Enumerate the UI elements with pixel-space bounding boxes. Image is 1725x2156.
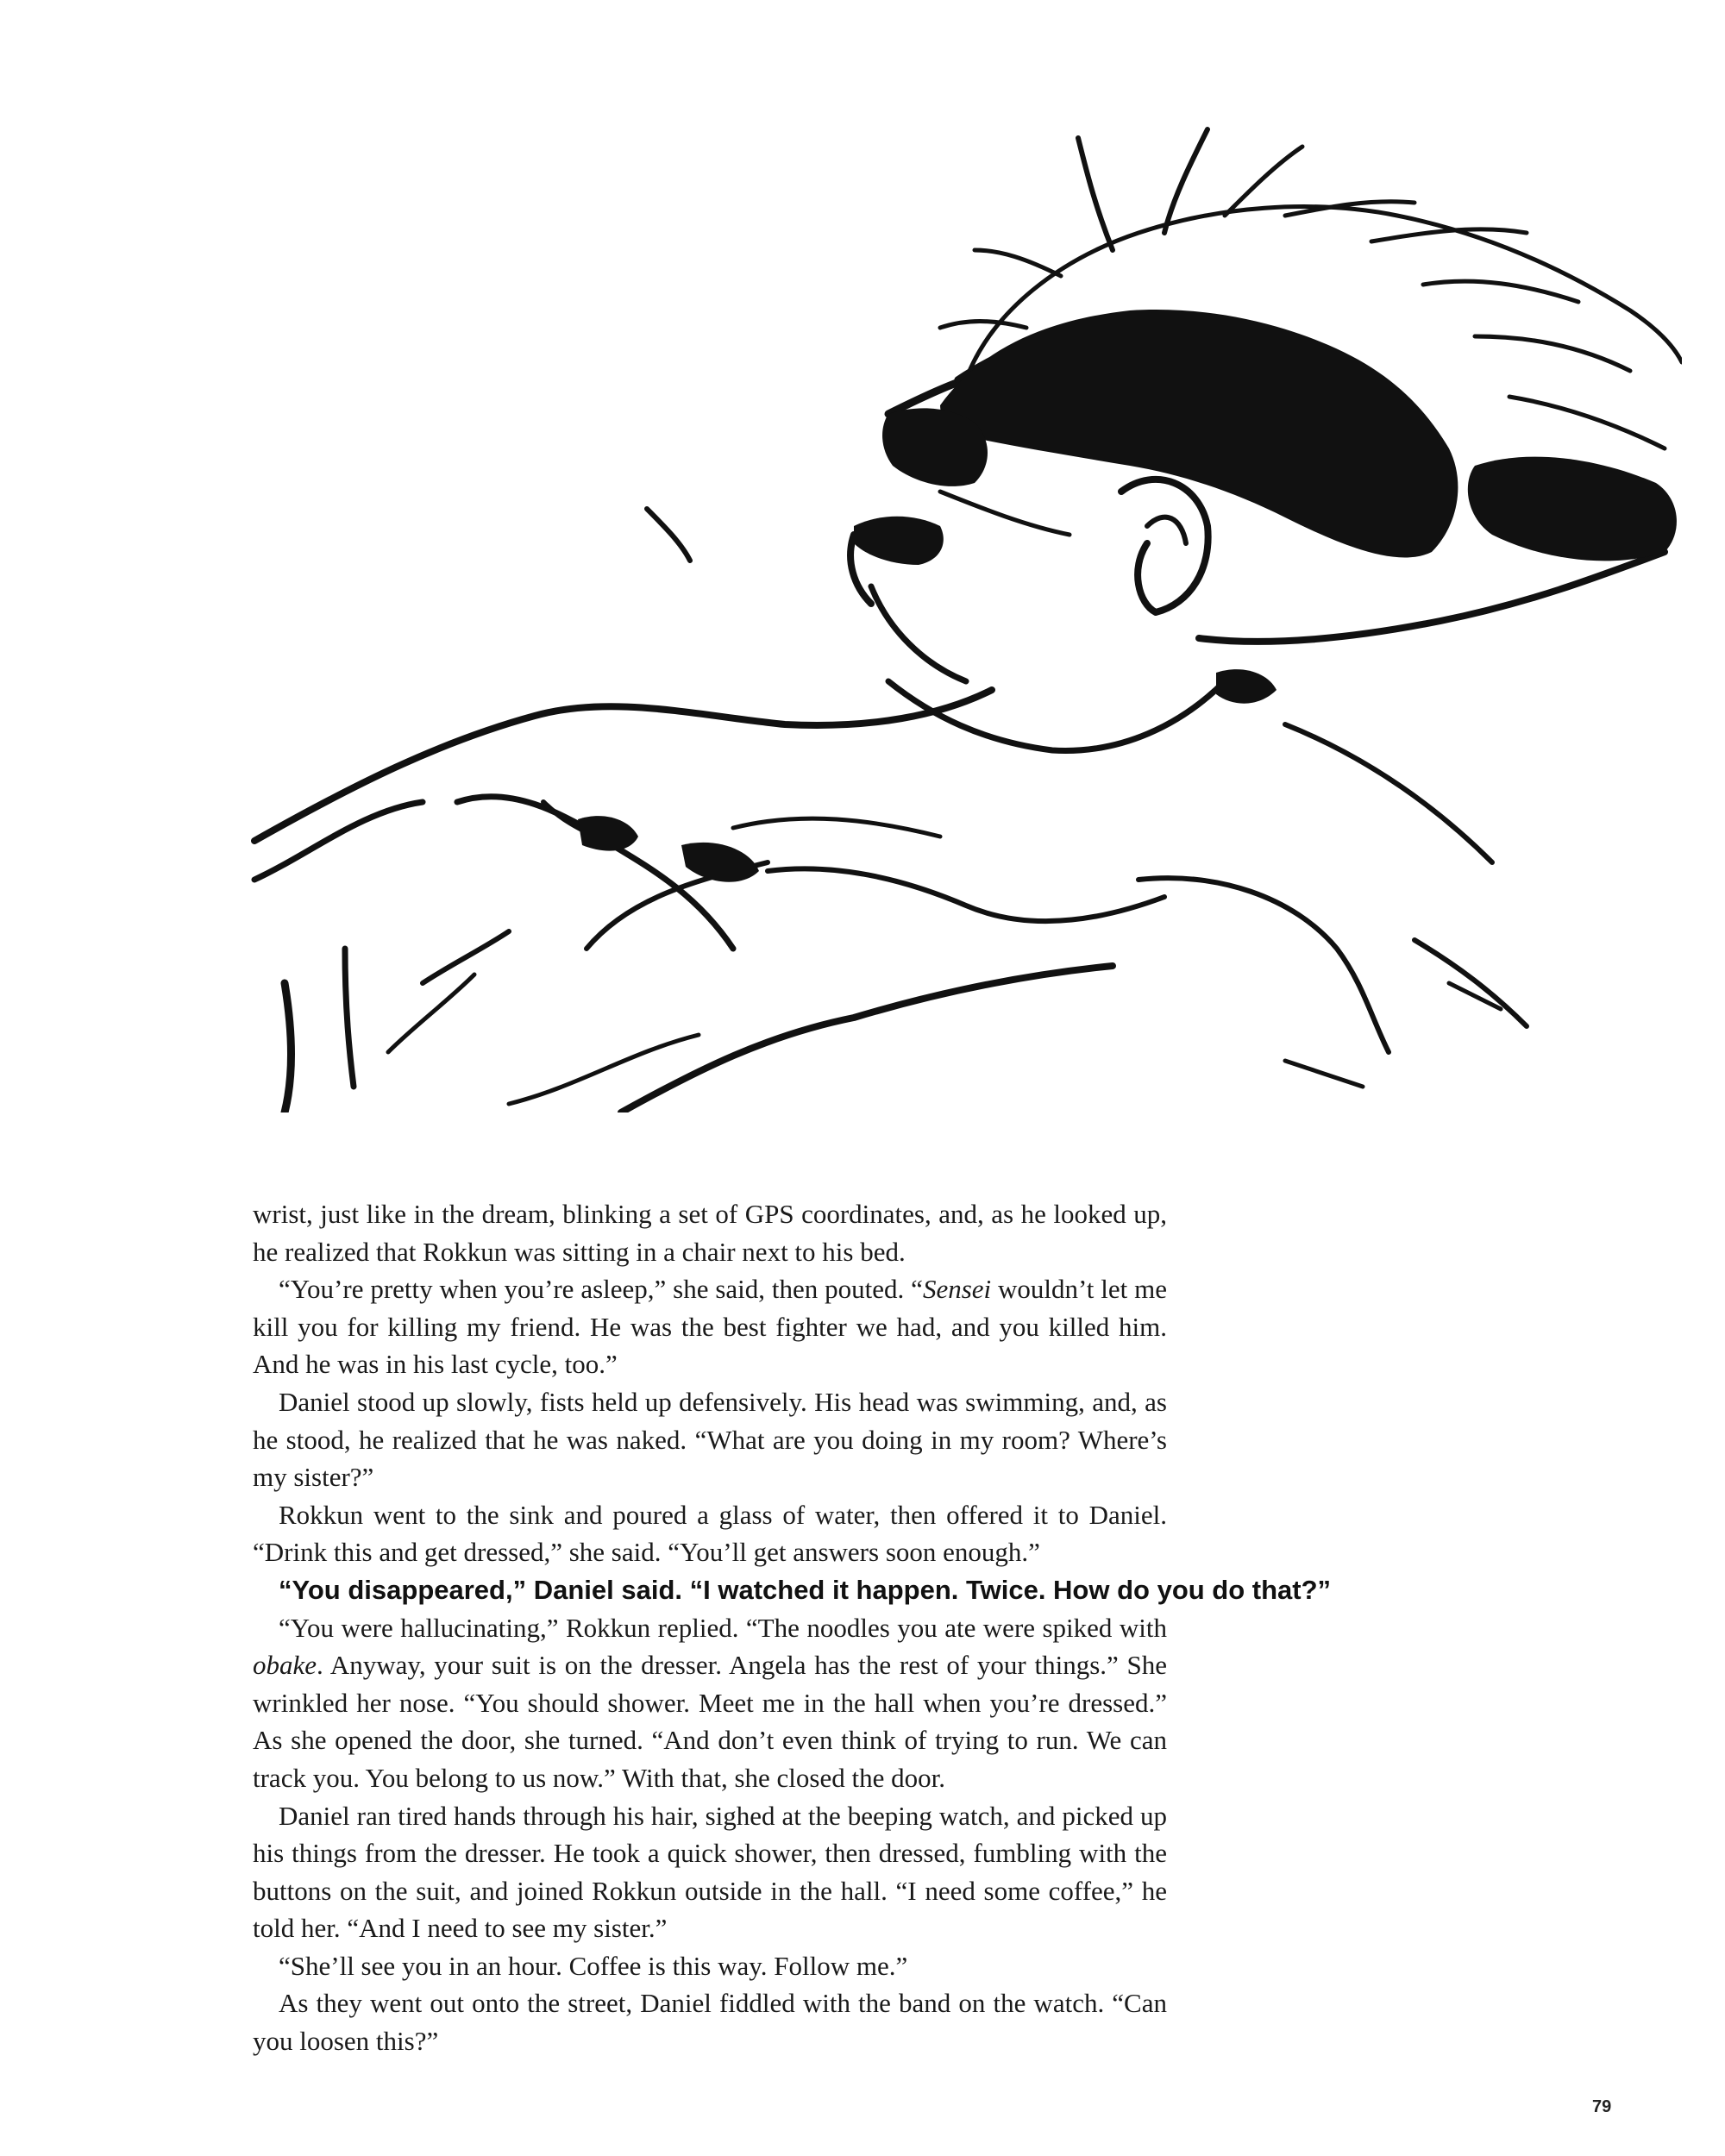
blanket-stroke-left-4 xyxy=(388,975,474,1052)
hair-strand-9 xyxy=(975,250,1061,276)
hair-strand-7 xyxy=(1475,336,1630,371)
blanket-fold xyxy=(254,802,423,880)
body-text xyxy=(253,1195,1332,2060)
paragraph-segment: wouldn’t let me kill you for killing my friend. He was the best fighter we had, and you killed him. And he was in his last cycle, too.” xyxy=(253,1274,1168,1380)
paragraph-segment: . Anyway, your suit is on the dresser. Angela has the rest of your things.” She wrinkled her nose. “You should shower. Meet me in the hall when you’re dressed.” As she opened the door, she turned. “And don’t even think of trying to run. We can track you. You belong to us now.” With that, she closed the door. xyxy=(253,1650,1167,1793)
pillow-line-2 xyxy=(1414,940,1527,1026)
collarbone xyxy=(733,818,940,837)
hair-strand-6 xyxy=(1423,281,1578,302)
hair-strand-10 xyxy=(940,322,1026,329)
ink-illustration xyxy=(250,121,1682,1112)
stray-mark-1 xyxy=(647,509,690,561)
chest-blot-1 xyxy=(578,816,638,850)
paragraph-segment: “You were hallucinating,” Rokkun replied. “The noodles you ate were spiked with xyxy=(279,1612,1167,1643)
paragraph xyxy=(253,1609,1167,1797)
chest-blot-2 xyxy=(681,843,759,882)
paragraph xyxy=(253,1270,1167,1383)
shoulder-right xyxy=(1138,878,1389,1052)
ink-illustration-svg xyxy=(250,121,1682,1112)
paragraph-segment: “You’re pretty when you’re asleep,” she said, then pouted. “ xyxy=(279,1274,923,1305)
paragraph: Daniel ran tired hands through his hair, sighed at the beeping watch, and picked up his things from the dresser. He took a quick shower, then dressed, fumbling with the buttons on the suit, and joined Rokkun outside in the hall. “I need some coffee,” he told her. “And I need to see my sister.” xyxy=(253,1800,1167,1944)
ear-inner xyxy=(1147,517,1186,543)
neck-blot xyxy=(1216,669,1276,704)
hair-strand-1 xyxy=(1078,138,1113,250)
blanket-stroke-left-1 xyxy=(285,983,292,1112)
paragraph: wrist, just like in the dream, blinking a set of GPS coordinates, and, as he looked up, he realized that Rokkun was sitting in a chair next to his bed. xyxy=(253,1199,1167,1267)
hair-strand-5 xyxy=(1371,229,1527,241)
pillow-line xyxy=(1285,724,1492,862)
italic-term: obake xyxy=(253,1650,317,1681)
pec-line xyxy=(768,868,1164,921)
arm-line xyxy=(621,966,1113,1112)
paragraph: “She’ll see you in an hour. Coffee is this way. Follow me.” xyxy=(279,1950,908,1981)
back-neck xyxy=(1199,552,1665,642)
arm-line-2 xyxy=(509,1035,699,1104)
paragraph: Daniel stood up slowly, fists held up defensively. His head was swimming, and, as he stood, he realized that he was naked. “What are you doing in my room? Where’s my sister?” xyxy=(253,1386,1167,1493)
mouth-shadow xyxy=(854,517,944,565)
neck-line xyxy=(888,681,1225,750)
blanket-stroke-left-2 xyxy=(345,949,354,1087)
back-hair-shadow xyxy=(1468,457,1677,561)
ear xyxy=(1121,479,1208,612)
paragraph: Rokkun went to the sink and poured a glass of water, then offered it to Daniel. “Drink this and get dressed,” she said. “You’ll get answers soon enough.” xyxy=(253,1499,1167,1568)
bold-sans-line: “You disappeared,” Daniel said. “I watched it happen. Twice. How do you do that?” xyxy=(279,1574,1332,1605)
jaw-line xyxy=(871,586,966,681)
blanket-stroke-left-3 xyxy=(423,931,509,983)
cheek-line xyxy=(940,492,1070,535)
italic-term: Sensei xyxy=(922,1274,992,1305)
hair-strand-8 xyxy=(1509,397,1665,448)
page-number: 79 xyxy=(1592,2097,1612,2116)
paragraph: As they went out onto the street, Daniel fiddled with the band on the watch. “Can you loosen this?” xyxy=(253,1988,1167,2057)
stray-mark-3 xyxy=(1285,1061,1363,1087)
